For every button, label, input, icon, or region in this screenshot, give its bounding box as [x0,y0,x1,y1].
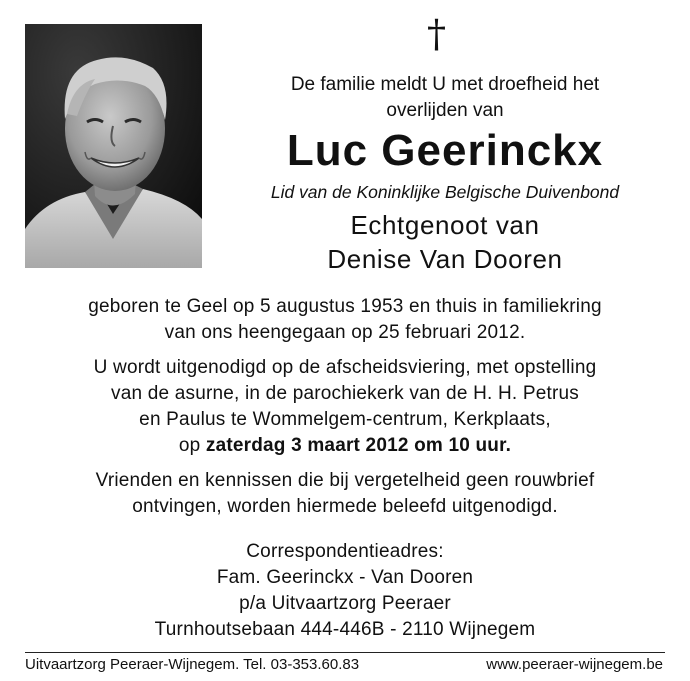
address-line: Correspondentieadres: [246,541,444,562]
spouse-line: Denise Van Dooren [327,244,563,274]
paragraph-line: geboren te Geel op 5 augustus 1953 en thuis in familiekring [88,296,602,317]
membership-subtitle: Lid van de Koninklijke Belgische Duivenbond [270,182,620,202]
spouse-block [230,208,660,276]
portrait-photo [25,24,202,268]
portrait-illustration [25,24,202,268]
paragraph-line: van ons heengegaan op 25 februari 2012. [164,322,526,343]
intro-line: overlijden van [386,100,504,121]
paragraph-line: en Paulus te Wommelgem-centrum, Kerkplaats, [139,409,551,430]
ceremony-date-line [0,433,690,459]
address-line: Turnhoutsebaan 444-446B - 2110 Wijnegem [154,619,536,640]
intro-text [230,72,660,124]
paragraph-line: van de asurne, in de parochiekerk van de H. H. Petrus [111,383,579,404]
intro-line: De familie meldt U met droefheid het [290,74,600,95]
paragraph-line: U wordt uitgenodigd op de afscheidsviering, met opstelling [93,357,597,378]
footer-divider [25,652,665,653]
ceremony-paragraph [0,355,690,459]
invitation-paragraph [0,468,690,520]
correspondence-address [0,539,690,643]
address-line: Fam. Geerinckx - Van Dooren [216,567,474,588]
date-prefix: op [178,435,206,456]
paragraph-line: ontvingen, worden hiermede beleefd uitgenodigd. [132,496,558,517]
birth-death-paragraph [0,294,690,346]
cross-symbol: † [427,12,446,56]
ceremony-date: zaterdag 3 maart 2012 om 10 uur. [205,435,512,456]
paragraph-line: Vrienden en kennissen die bij vergetelheid geen rouwbrief [95,470,595,491]
deceased-name: Luc Geerinckx [286,126,604,175]
address-line: p/a Uitvaartzorg Peeraer [239,593,451,614]
footer-contact: Uitvaartzorg Peeraer-Wijnegem. Tel. 03-353.60.83 [25,656,360,673]
spouse-line: Echtgenoot van [350,210,540,240]
footer-website: www.peeraer-wijnegem.be [486,656,663,673]
